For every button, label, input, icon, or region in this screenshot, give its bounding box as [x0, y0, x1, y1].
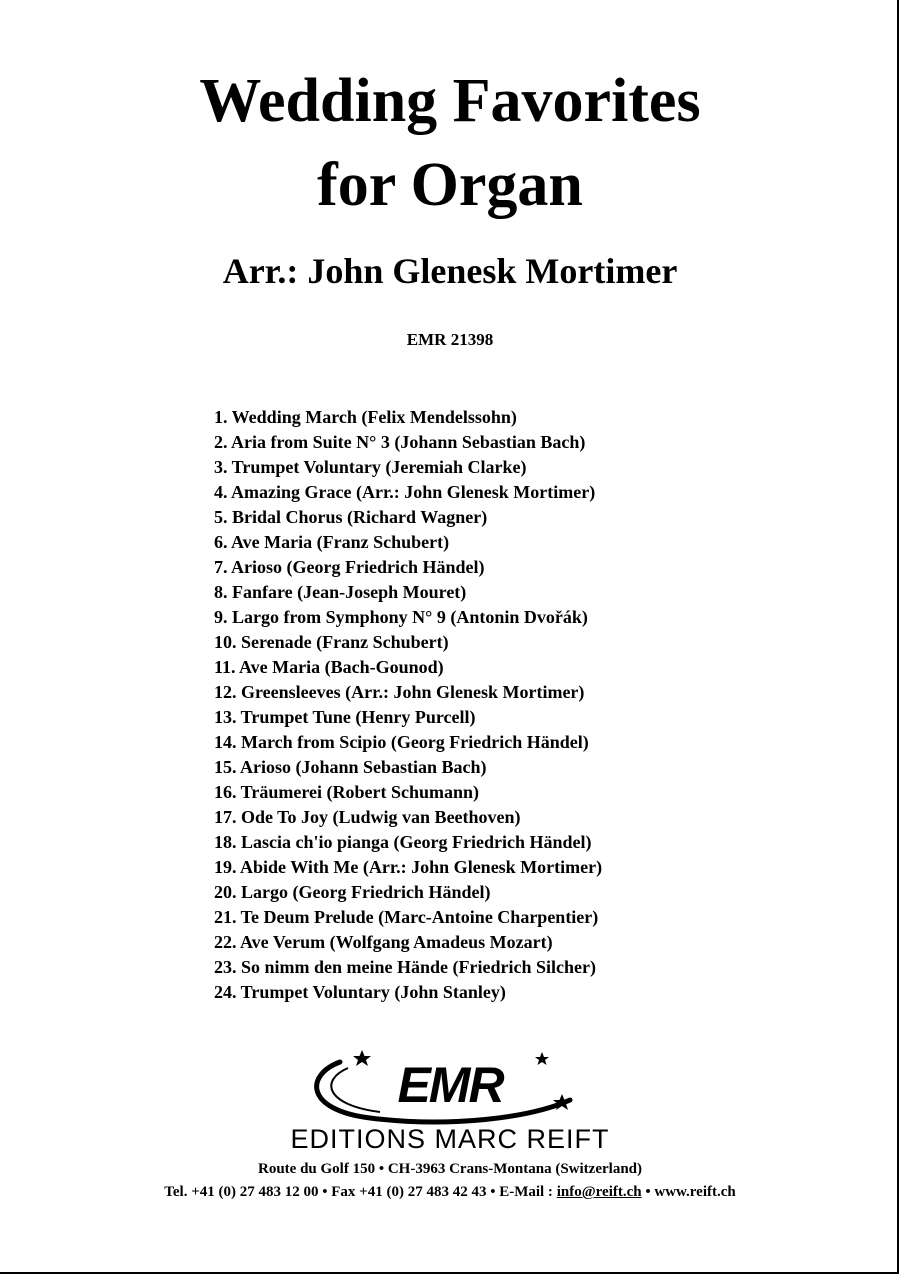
arranger: Arr.: John Glenesk Mortimer — [222, 251, 678, 291]
contents-item: 11. Ave Maria (Bach-Gounod) — [214, 657, 444, 677]
contents-item: 13. Trumpet Tune (Henry Purcell) — [214, 707, 476, 727]
contents-item: 23. So nimm den meine Hände (Friedrich Silcher) — [214, 957, 596, 977]
contents-item: 19. Abide With Me (Arr.: John Glenesk Mortimer) — [214, 857, 603, 877]
title-line-2: for Organ — [317, 151, 583, 219]
contents-item: 14. March from Scipio (Georg Friedrich Händel) — [214, 732, 589, 752]
logo-swoosh-inner — [331, 1068, 380, 1112]
contents-item: 15. Arioso (Johann Sebastian Bach) — [214, 757, 487, 777]
contents-item: 1. Wedding March (Felix Mendelssohn) — [214, 407, 517, 427]
contents-item: 24. Trumpet Voluntary (John Stanley) — [214, 982, 506, 1002]
logo-text: EMR — [397, 1057, 503, 1113]
contents-item: 2. Aria from Suite N° 3 (Johann Sebastian Bach) — [214, 432, 586, 452]
catalog-number: EMR 21398 — [406, 330, 494, 349]
star-icon — [535, 1052, 549, 1065]
contents-item: 4. Amazing Grace (Arr.: John Glenesk Mortimer) — [214, 482, 596, 502]
contents-item: 20. Largo (Georg Friedrich Händel) — [214, 882, 491, 902]
emr-logo — [300, 1050, 590, 1130]
contents-item: 21. Te Deum Prelude (Marc-Antoine Charpentier) — [214, 907, 599, 927]
contents-item: 9. Largo from Symphony N° 9 (Antonin Dvořák) — [214, 607, 588, 627]
contents-item: 7. Arioso (Georg Friedrich Händel) — [214, 557, 485, 577]
title-line-1: Wedding Favorites — [199, 67, 701, 135]
contents-item: 10. Serenade (Franz Schubert) — [214, 632, 449, 652]
contents-item: 3. Trumpet Voluntary (Jeremiah Clarke) — [214, 457, 527, 477]
star-icon — [353, 1050, 371, 1066]
publisher-address: Route du Golf 150 • CH-3963 Crans-Montana (Switzerland) — [258, 1161, 642, 1177]
contents-item: 6. Ave Maria (Franz Schubert) — [214, 532, 450, 552]
email-link[interactable]: info@reift.ch — [556, 1184, 642, 1200]
contact-phone-fax: Tel. +41 (0) 27 483 12 00 • Fax +41 (0) 27 483 42 43 • E-Mail : — [164, 1184, 557, 1200]
contents-item: 5. Bridal Chorus (Richard Wagner) — [214, 507, 488, 527]
contents-item: 12. Greensleeves (Arr.: John Glenesk Mortimer) — [214, 682, 585, 702]
publisher-contact — [0, 1182, 900, 1202]
website-text: • www.reift.ch — [641, 1184, 736, 1200]
contents-list — [214, 405, 602, 1005]
contents-item: 17. Ode To Joy (Ludwig van Beethoven) — [214, 807, 521, 827]
contents-item: 16. Träumerei (Robert Schumann) — [214, 782, 479, 802]
publisher-name: EDITIONS MARC REIFT — [290, 1124, 610, 1154]
contents-item: 18. Lascia ch'io pianga (Georg Friedrich Händel) — [214, 832, 592, 852]
contents-item: 22. Ave Verum (Wolfgang Amadeus Mozart) — [214, 932, 553, 952]
contents-item: 8. Fanfare (Jean-Joseph Mouret) — [214, 582, 467, 602]
